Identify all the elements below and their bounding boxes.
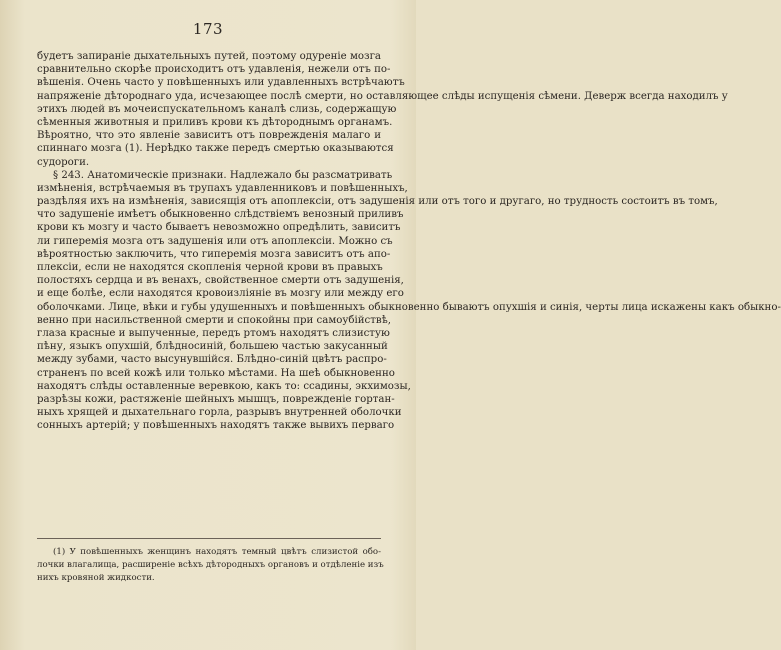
text-line: находятъ слѣды оставленные веревкою, какъ то: ссадины, экхимозы,: [37, 380, 411, 392]
text-line: между зубами, часто высунувшійся. Блѣдно-синій цвѣтъ распро-: [37, 354, 387, 366]
text-line: оболочками. Лице, вѣки и губы удушенныхъ и повѣшенныхъ обыкновенно бываютъ опухшія и синія, черты лица искажены какъ обыкно-: [37, 301, 781, 313]
text-line: плексіи, если не находятся скопленія черной крови въ правыхъ: [37, 262, 383, 273]
footnote-divider: [37, 538, 381, 539]
text-line: крови къ мозгу и часто бываетъ невозможно опредѣлить, зависитъ: [37, 222, 401, 234]
text-line: пѣну, языкъ опухшій, блѣдносиній, большею частью закусанный: [37, 341, 388, 353]
page-number: 173: [192, 20, 224, 38]
text-line: что задушеніе имѣетъ обыкновенно слѣдствіемъ венозный приливъ: [37, 209, 404, 221]
text-line: глаза красные и выпученные, передъ ртомъ находятъ слизистую: [37, 327, 390, 339]
text-line: сѣменныя животныя и приливъ крови къ дѣтороднымъ органамъ.: [37, 116, 393, 128]
text-line: будетъ запираніе дыхательныхъ путей, поэтому одуреніе мозга: [37, 51, 381, 62]
text-line: вѣшенія. Очень часто у повѣшенныхъ или удавленныхъ встрѣчаютъ: [37, 77, 405, 89]
text-line: измѣненія, встрѣчаемыя въ трупахъ удавленниковъ и повѣшенныхъ,: [37, 182, 408, 194]
text-line: вѣроятностью заключить, что гиперемія мозга зависитъ отъ апо-: [37, 248, 391, 260]
text-line: сонныхъ артерій; у повѣшенныхъ находятъ также вывихъ перваго: [37, 420, 395, 432]
text-line: ныхъ хрящей и дыхательнаго горла, разрывъ внутренней оболочки: [37, 407, 402, 419]
text-line: этихъ людей въ мочеиспускательномъ каналѣ слизь, содержащую: [37, 103, 397, 115]
text-line: и еще болѣе, если находятся кровоизліяніе въ мозгу или между его: [37, 288, 404, 300]
text-line: разрѣзы кожи, растяженіе шейныхъ мышцъ, поврежденіе гортан-: [37, 393, 395, 405]
text-line: сравнительно скорѣе происходитъ отъ удавленія, нежели отъ по-: [37, 64, 391, 76]
section-heading-line: § 243. Анатомическіе признаки. Надлежало бы разсматривать: [53, 169, 393, 181]
text-line: раздѣляя ихъ на измѣненія, зависящія отъ апоплексіи, отъ задушенія или отъ того и другаго, но трудность состоитъ въ томъ,: [37, 196, 718, 208]
text-line: судороги.: [37, 156, 90, 168]
footnote: [37, 546, 384, 585]
text-line: напряженіе дѣтороднаго уда, исчезающее послѣ смерти, но оставляющее слѣды испущенія сѣмени. Деверж всегда находилъ у: [37, 90, 728, 102]
footnote-line: (1) У повѣшенныхъ женщинъ находятъ темный цвѣтъ слизистой обо-: [53, 547, 381, 557]
text-line: ли гиперемія мозга отъ задушенія или отъ апоплексіи. Можно съ: [37, 235, 393, 247]
footnote-line: нихъ кровяной жидкости.: [37, 573, 155, 583]
text-line: спиннаго мозга (1). Нерѣдко также передъ смертью оказываются: [37, 143, 394, 155]
text-line: Вѣроятно, что это явленіе зависитъ отъ поврежденія малаго и: [37, 130, 381, 142]
text-line: полостяхъ сердца и въ венахъ, свойственное смерти отъ задушенія,: [37, 275, 404, 287]
text-line: венно при насильственной смерти и спокойны при самоубійствѣ,: [37, 314, 392, 326]
body-text: [37, 50, 781, 432]
footnote-line: лочки влагалища, расширеніе всѣхъ дѣтородныхъ органовъ и отдѣленіе изъ: [37, 560, 384, 570]
text-line: страненъ по всей кожѣ или только мѣстами. На шеѣ обыкновенно: [37, 367, 395, 379]
